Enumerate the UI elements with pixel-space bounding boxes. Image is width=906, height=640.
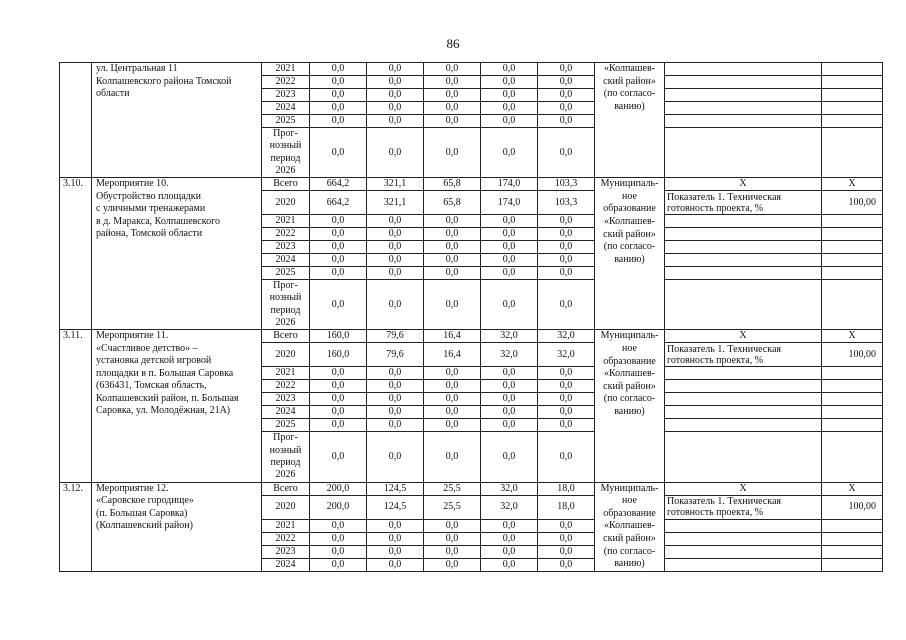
amount-cell: 0,0 (424, 545, 481, 558)
year-cell: 2020 (262, 191, 310, 215)
amount-cell: 25,5 (424, 495, 481, 519)
amount-cell: 0,0 (310, 393, 367, 406)
amount-cell: 0,0 (481, 254, 538, 267)
amount-cell: 0,0 (367, 228, 424, 241)
amount-cell: 0,0 (367, 128, 424, 178)
empty-cell (822, 228, 883, 241)
amount-cell: 16,4 (424, 330, 481, 343)
year-cell: 2025 (262, 115, 310, 128)
empty-cell (665, 102, 822, 115)
amount-cell: 0,0 (538, 63, 595, 76)
amount-cell: 65,8 (424, 178, 481, 191)
amount-cell: 0,0 (424, 532, 481, 545)
year-cell: 2023 (262, 545, 310, 558)
page-number: 86 (446, 36, 460, 51)
empty-cell (665, 228, 822, 241)
amount-cell: 0,0 (481, 63, 538, 76)
amount-cell: 103,3 (538, 178, 595, 191)
empty-cell (822, 432, 883, 482)
table-row (60, 482, 883, 495)
amount-cell: 0,0 (310, 406, 367, 419)
amount-cell: 0,0 (424, 102, 481, 115)
year-cell: 2021 (262, 367, 310, 380)
amount-cell: 0,0 (538, 128, 595, 178)
amount-cell: 664,2 (310, 191, 367, 215)
amount-cell: 0,0 (310, 228, 367, 241)
empty-cell (822, 102, 883, 115)
year-cell: 2021 (262, 519, 310, 532)
responsible-cell: «Колпашев- ский район» (по согласо- ванию) (595, 63, 665, 178)
amount-cell: 0,0 (310, 254, 367, 267)
indicator-value: 100,00 (822, 495, 883, 519)
amount-cell: 0,0 (481, 380, 538, 393)
table-row (60, 63, 883, 76)
amount-cell: 0,0 (481, 519, 538, 532)
amount-cell: 0,0 (481, 267, 538, 280)
indicator-name: Показатель 1. Техническая готовность проекта, % (665, 191, 822, 215)
empty-cell (822, 519, 883, 532)
amount-cell: 18,0 (538, 495, 595, 519)
amount-cell: 0,0 (424, 367, 481, 380)
x-mark-cell: X (822, 330, 883, 343)
amount-cell: 174,0 (481, 191, 538, 215)
amount-cell: 0,0 (310, 89, 367, 102)
amount-cell: 0,0 (310, 102, 367, 115)
amount-cell: 0,0 (538, 102, 595, 115)
amount-cell: 0,0 (481, 545, 538, 558)
amount-cell: 0,0 (367, 76, 424, 89)
amount-cell: 0,0 (310, 519, 367, 532)
amount-cell: 0,0 (310, 432, 367, 482)
year-cell: Всего (262, 178, 310, 191)
amount-cell: 0,0 (481, 115, 538, 128)
amount-cell: 0,0 (424, 76, 481, 89)
amount-cell: 0,0 (424, 380, 481, 393)
amount-cell: 16,4 (424, 343, 481, 367)
measure-name: ул. Центральная 11 Колпашевского района Томской области (92, 63, 262, 178)
amount-cell: 0,0 (367, 393, 424, 406)
empty-cell (822, 532, 883, 545)
amount-cell: 0,0 (481, 241, 538, 254)
amount-cell: 0,0 (424, 267, 481, 280)
empty-cell (665, 128, 822, 178)
empty-cell (822, 241, 883, 254)
amount-cell: 0,0 (538, 280, 595, 330)
year-cell: 2020 (262, 495, 310, 519)
empty-cell (822, 380, 883, 393)
empty-cell (822, 406, 883, 419)
amount-cell: 0,0 (538, 215, 595, 228)
amount-cell: 32,0 (481, 343, 538, 367)
amount-cell: 25,5 (424, 482, 481, 495)
amount-cell: 200,0 (310, 482, 367, 495)
empty-cell (822, 393, 883, 406)
amount-cell: 0,0 (367, 89, 424, 102)
amount-cell: 0,0 (367, 380, 424, 393)
amount-cell: 0,0 (367, 406, 424, 419)
indicator-name: Показатель 1. Техническая готовность проекта, % (665, 495, 822, 519)
amount-cell: 0,0 (538, 254, 595, 267)
year-cell: 2022 (262, 76, 310, 89)
empty-cell (665, 241, 822, 254)
amount-cell: 0,0 (538, 267, 595, 280)
empty-cell (822, 545, 883, 558)
amount-cell: 124,5 (367, 495, 424, 519)
amount-cell: 0,0 (310, 128, 367, 178)
amount-cell: 0,0 (424, 128, 481, 178)
amount-cell: 18,0 (538, 482, 595, 495)
amount-cell: 0,0 (310, 267, 367, 280)
amount-cell: 0,0 (481, 128, 538, 178)
amount-cell: 0,0 (481, 215, 538, 228)
empty-cell (665, 532, 822, 545)
amount-cell: 0,0 (424, 393, 481, 406)
amount-cell: 0,0 (424, 558, 481, 571)
amount-cell: 160,0 (310, 330, 367, 343)
amount-cell: 32,0 (481, 482, 538, 495)
amount-cell: 0,0 (310, 63, 367, 76)
amount-cell: 0,0 (367, 215, 424, 228)
empty-cell (665, 76, 822, 89)
amount-cell: 0,0 (367, 115, 424, 128)
amount-cell: 0,0 (310, 380, 367, 393)
amount-cell: 79,6 (367, 330, 424, 343)
empty-cell (822, 267, 883, 280)
year-cell: 2021 (262, 215, 310, 228)
x-mark-cell: X (822, 178, 883, 191)
amount-cell: 0,0 (310, 558, 367, 571)
amount-cell: 0,0 (310, 280, 367, 330)
amount-cell: 0,0 (367, 367, 424, 380)
amount-cell: 103,3 (538, 191, 595, 215)
amount-cell: 32,0 (481, 330, 538, 343)
amount-cell: 0,0 (481, 367, 538, 380)
empty-cell (665, 63, 822, 76)
year-cell: 2022 (262, 532, 310, 545)
amount-cell: 32,0 (538, 343, 595, 367)
year-cell: 2024 (262, 254, 310, 267)
amount-cell: 0,0 (424, 432, 481, 482)
year-cell: Всего (262, 330, 310, 343)
amount-cell: 0,0 (310, 419, 367, 432)
measure-index: 3.12. (60, 482, 92, 571)
amount-cell: 124,5 (367, 482, 424, 495)
amount-cell: 0,0 (367, 532, 424, 545)
amount-cell: 0,0 (538, 89, 595, 102)
amount-cell: 0,0 (538, 115, 595, 128)
year-cell: Прог- нозный период 2026 (262, 432, 310, 482)
amount-cell: 321,1 (367, 191, 424, 215)
amount-cell: 0,0 (538, 380, 595, 393)
empty-cell (665, 380, 822, 393)
measure-index: 3.11. (60, 330, 92, 482)
amount-cell: 664,2 (310, 178, 367, 191)
amount-cell: 0,0 (538, 393, 595, 406)
amount-cell: 0,0 (310, 545, 367, 558)
measure-name: Мероприятие 11. «Счастливое детство» – установка детской игровой площадки в п. Большая Саровка (636431, Томская область, Колпашевский район, п. Большая Саровка, ул. Молодёжная, 21А) (92, 330, 262, 482)
amount-cell: 0,0 (481, 432, 538, 482)
empty-cell (665, 419, 822, 432)
amount-cell: 0,0 (538, 519, 595, 532)
measure-name: Мероприятие 10. Обустройство площадки с уличными тренажерами в д. Маракса, Колпашевского района, Томской области (92, 178, 262, 330)
year-cell: 2025 (262, 419, 310, 432)
year-cell: 2023 (262, 393, 310, 406)
amount-cell: 0,0 (310, 532, 367, 545)
budget-table-body (60, 63, 883, 572)
year-cell: 2024 (262, 102, 310, 115)
amount-cell: 0,0 (538, 432, 595, 482)
responsible-cell: Муниципаль- ное образование «Колпашев- ский район» (по согласо- ванию) (595, 178, 665, 330)
empty-cell (822, 76, 883, 89)
empty-cell (665, 519, 822, 532)
amount-cell: 0,0 (538, 367, 595, 380)
empty-cell (822, 115, 883, 128)
amount-cell: 200,0 (310, 495, 367, 519)
x-mark-cell: X (822, 482, 883, 495)
amount-cell: 0,0 (310, 215, 367, 228)
amount-cell: 65,8 (424, 191, 481, 215)
amount-cell: 0,0 (367, 280, 424, 330)
amount-cell: 0,0 (310, 367, 367, 380)
indicator-value: 100,00 (822, 343, 883, 367)
year-cell: 2023 (262, 241, 310, 254)
amount-cell: 0,0 (538, 76, 595, 89)
year-cell: 2024 (262, 558, 310, 571)
amount-cell: 0,0 (367, 558, 424, 571)
empty-cell (665, 393, 822, 406)
responsible-cell: Муниципаль- ное образование «Колпашев- ский район» (по согласо- ванию) (595, 482, 665, 571)
amount-cell: 0,0 (538, 228, 595, 241)
x-mark-cell: X (665, 178, 822, 191)
amount-cell: 0,0 (481, 406, 538, 419)
amount-cell: 0,0 (538, 419, 595, 432)
empty-cell (665, 215, 822, 228)
empty-cell (665, 367, 822, 380)
amount-cell: 0,0 (424, 419, 481, 432)
amount-cell: 79,6 (367, 343, 424, 367)
amount-cell: 0,0 (424, 519, 481, 532)
empty-cell (665, 432, 822, 482)
year-cell: 2025 (262, 267, 310, 280)
empty-cell (822, 254, 883, 267)
empty-cell (822, 419, 883, 432)
measure-index: 3.10. (60, 178, 92, 330)
amount-cell: 0,0 (424, 241, 481, 254)
amount-cell: 0,0 (367, 63, 424, 76)
year-cell: 2022 (262, 228, 310, 241)
amount-cell: 0,0 (481, 102, 538, 115)
empty-cell (822, 128, 883, 178)
year-cell: Всего (262, 482, 310, 495)
amount-cell: 0,0 (367, 432, 424, 482)
responsible-cell: Муниципаль- ное образование «Колпашев- ский район» (по согласо- ванию) (595, 330, 665, 482)
amount-cell: 0,0 (424, 89, 481, 102)
year-cell: Прог- нозный период 2026 (262, 128, 310, 178)
empty-cell (822, 280, 883, 330)
amount-cell: 0,0 (367, 254, 424, 267)
amount-cell: 160,0 (310, 343, 367, 367)
empty-cell (822, 367, 883, 380)
amount-cell: 174,0 (481, 178, 538, 191)
amount-cell: 32,0 (481, 495, 538, 519)
amount-cell: 321,1 (367, 178, 424, 191)
empty-cell (665, 558, 822, 571)
x-mark-cell: X (665, 482, 822, 495)
amount-cell: 0,0 (538, 545, 595, 558)
year-cell: 2021 (262, 63, 310, 76)
year-cell: 2023 (262, 89, 310, 102)
measure-name: Мероприятие 12. «Саровское городище» (п. Большая Саровка) (Колпашевский район) (92, 482, 262, 571)
table-row (60, 178, 883, 191)
amount-cell: 0,0 (481, 393, 538, 406)
year-cell: Прог- нозный период 2026 (262, 280, 310, 330)
amount-cell: 0,0 (367, 519, 424, 532)
amount-cell: 0,0 (481, 228, 538, 241)
amount-cell: 0,0 (424, 406, 481, 419)
indicator-value: 100,00 (822, 191, 883, 215)
year-cell: 2024 (262, 406, 310, 419)
year-cell: 2022 (262, 380, 310, 393)
amount-cell: 0,0 (538, 241, 595, 254)
amount-cell: 0,0 (481, 76, 538, 89)
amount-cell: 0,0 (538, 406, 595, 419)
amount-cell: 0,0 (481, 280, 538, 330)
amount-cell: 0,0 (481, 532, 538, 545)
amount-cell: 0,0 (538, 558, 595, 571)
empty-cell (665, 254, 822, 267)
amount-cell: 0,0 (424, 228, 481, 241)
table-row (60, 330, 883, 343)
amount-cell: 0,0 (367, 419, 424, 432)
empty-cell (822, 558, 883, 571)
year-cell: 2020 (262, 343, 310, 367)
empty-cell (822, 215, 883, 228)
empty-cell (665, 267, 822, 280)
empty-cell (822, 89, 883, 102)
amount-cell: 0,0 (310, 115, 367, 128)
amount-cell: 0,0 (481, 419, 538, 432)
empty-cell (665, 545, 822, 558)
amount-cell: 0,0 (367, 545, 424, 558)
amount-cell: 0,0 (424, 215, 481, 228)
empty-cell (665, 406, 822, 419)
measure-index (60, 63, 92, 178)
amount-cell: 0,0 (424, 254, 481, 267)
empty-cell (665, 115, 822, 128)
budget-table (59, 62, 883, 572)
amount-cell: 0,0 (424, 63, 481, 76)
amount-cell: 0,0 (367, 267, 424, 280)
amount-cell: 32,0 (538, 330, 595, 343)
amount-cell: 0,0 (310, 76, 367, 89)
x-mark-cell: X (665, 330, 822, 343)
amount-cell: 0,0 (367, 102, 424, 115)
empty-cell (665, 89, 822, 102)
amount-cell: 0,0 (424, 280, 481, 330)
indicator-name: Показатель 1. Техническая готовность проекта, % (665, 343, 822, 367)
amount-cell: 0,0 (481, 558, 538, 571)
amount-cell: 0,0 (481, 89, 538, 102)
amount-cell: 0,0 (538, 532, 595, 545)
amount-cell: 0,0 (424, 115, 481, 128)
empty-cell (665, 280, 822, 330)
amount-cell: 0,0 (367, 241, 424, 254)
empty-cell (822, 63, 883, 76)
amount-cell: 0,0 (310, 241, 367, 254)
